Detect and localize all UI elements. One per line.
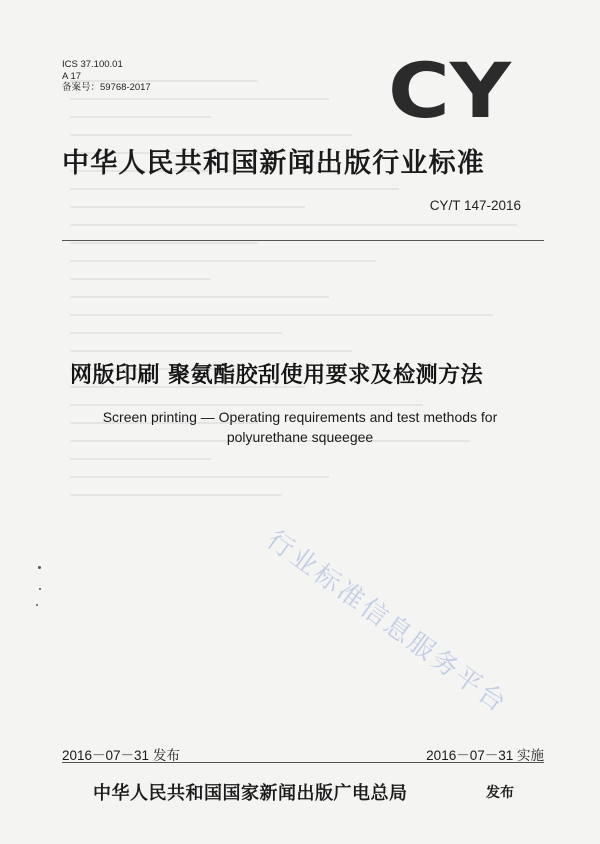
top-divider <box>62 240 544 241</box>
publish-date: 2016－07－31 发布 <box>62 748 180 763</box>
main-title: 中华人民共和国新闻出版行业标准 <box>62 148 485 179</box>
scan-speck <box>36 604 38 606</box>
publisher-name: 中华人民共和国国家新闻出版广电总局 <box>93 783 408 804</box>
english-title <box>0 407 600 447</box>
publisher-suffix: 发布 <box>486 785 514 801</box>
ics-code: ICS 37.100.01 <box>62 59 123 70</box>
filing-number: 备案号：59768-2017 <box>62 82 151 93</box>
implement-date: 2016－07－31 实施 <box>426 748 544 763</box>
standard-number: CY/T 147-2016 <box>429 198 521 213</box>
watermark: 行业标准信息服务平台 <box>260 524 514 720</box>
classification-block <box>62 59 151 94</box>
scan-speck <box>39 588 41 590</box>
ccs-code: A 17 <box>62 70 82 82</box>
bottom-divider <box>62 762 544 763</box>
cy-logo <box>388 55 513 123</box>
chinese-title: 网版印刷 聚氨酯胶刮使用要求及检测方法 <box>70 363 484 388</box>
scan-speck <box>38 566 41 569</box>
cy-logo-text: CY <box>388 55 513 123</box>
english-title-line-1: Screen printing — Operating requirements and test methods for <box>102 409 498 425</box>
english-title-line-2: polyurethane squeegee <box>226 429 374 445</box>
